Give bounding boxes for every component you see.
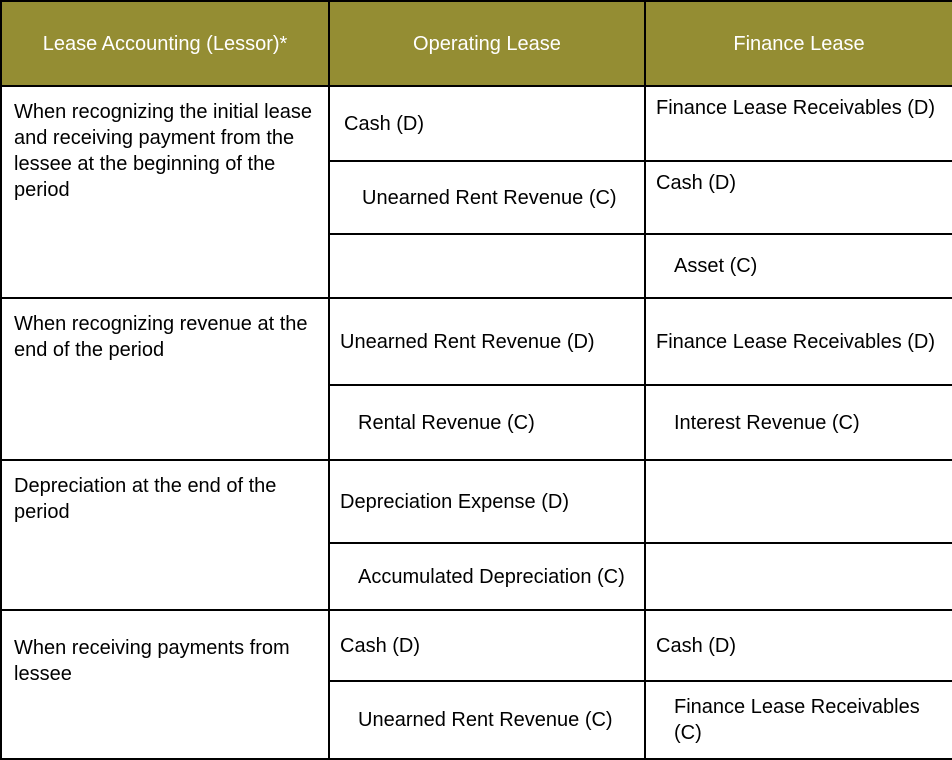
table-row xyxy=(1,86,952,161)
finance-entry: Cash (D) xyxy=(645,161,952,234)
operating-entry: Cash (D) xyxy=(329,86,645,161)
header-lease-accounting: Lease Accounting (Lessor)* xyxy=(1,1,329,86)
operating-entry: Unearned Rent Revenue (D) xyxy=(329,298,645,385)
header-finance-lease: Finance Lease xyxy=(645,1,952,86)
finance-entry: Cash (D) xyxy=(645,610,952,681)
finance-entry-empty xyxy=(645,543,952,610)
operating-entry: Depreciation Expense (D) xyxy=(329,460,645,543)
operating-entry: Unearned Rent Revenue (C) xyxy=(329,161,645,234)
table-row xyxy=(1,298,952,385)
finance-entry: Finance Lease Receivables (C) xyxy=(645,681,952,759)
operating-entry: Rental Revenue (C) xyxy=(329,385,645,460)
finance-entry: Finance Lease Receivables (D) xyxy=(645,86,952,161)
finance-entry: Finance Lease Receivables (D) xyxy=(645,298,952,385)
scenario-receiving-payments: When receiving payments from lessee xyxy=(1,610,329,759)
operating-entry: Unearned Rent Revenue (C) xyxy=(329,681,645,759)
table-row xyxy=(1,460,952,543)
finance-entry: Asset (C) xyxy=(645,234,952,298)
header-row xyxy=(1,1,952,86)
operating-entry: Accumulated Depreciation (C) xyxy=(329,543,645,610)
scenario-depreciation: Depreciation at the end of the period xyxy=(1,460,329,610)
finance-entry-empty xyxy=(645,460,952,543)
scenario-initial-lease: When recognizing the initial lease and receiving payment from the lessee at the beginning of the period xyxy=(1,86,329,298)
operating-entry: Cash (D) xyxy=(329,610,645,681)
operating-entry-empty xyxy=(329,234,645,298)
finance-entry: Interest Revenue (C) xyxy=(645,385,952,460)
header-operating-lease: Operating Lease xyxy=(329,1,645,86)
scenario-recognizing-revenue: When recognizing revenue at the end of the period xyxy=(1,298,329,460)
table-row xyxy=(1,610,952,681)
